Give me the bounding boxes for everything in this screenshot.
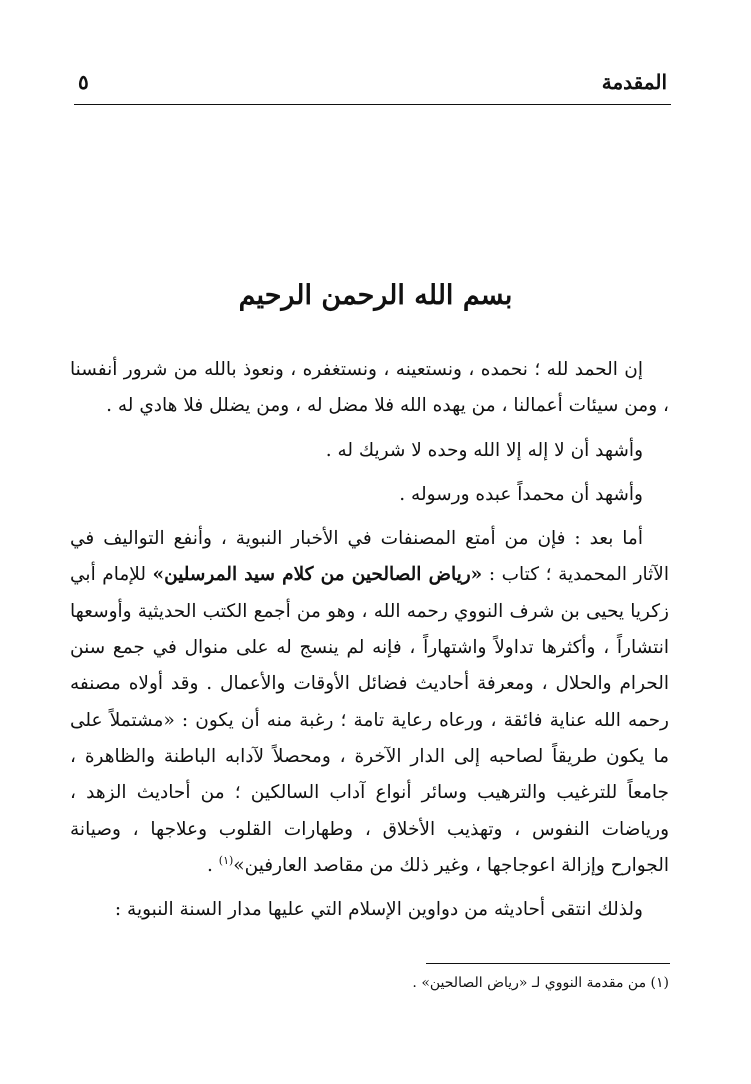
book-title: «رياض الصالحين من كلام سيد المرسلين» <box>152 564 483 586</box>
running-header-title: المقدمة <box>601 70 667 94</box>
body-text <box>70 352 669 928</box>
intro-text-after-title: للإمام أبي زكريا يحيى بن شرف النووي رحمه الله ، وهو من أجمع الكتب الحديثية وأوسعها انتشاراً ، وأكثرها تداولاً واشتهاراً ، فإنه لم ينسج له على منوال في جمع سنن الحرام والحلال ، ومعرفة أحاديث فضائل الأوقات والأعمال . وقد أولاه مصنفه رحمه الله عناية فائقة ، ورعاه رعاية تامة ؛ رغبة منه أن يكون : «مشتملاً على ما يكون طريقاً لصاحبه إلى الدار الآخرة ، ومحصلاً لآدابه الباطنة والظاهرة ، جامعاً للترغيب والترهيب وسائر أنواع آداب السالكين ؛ من أحاديث الزهد ، ورياضات النفوس ، وتهذيب الأخلاق ، وطهارات القلوب وعلاجها ، وصيانة الجوارح وإزالة اعوجاجها ، وغير ذلك من مقاصد العارفين» <box>70 564 669 876</box>
paragraph-shahada-2: وأشهد أن محمداً عبده ورسوله . <box>399 483 643 505</box>
intro-text-before-title: أما بعد : فإن من أمتع المصنفات في الأخبار النبوية ، وأنفع التواليف في الآثار المحمدية ؛ كتاب : <box>70 528 669 586</box>
intro-text-end: . <box>207 854 219 876</box>
page-number: ٥ <box>78 70 89 94</box>
basmala-heading: بسم الله الرحمن الرحيم <box>238 280 513 311</box>
paragraph-shahada-1: وأشهد أن لا إله إلا الله وحده لا شريك له . <box>325 439 643 461</box>
footnote-reference: (١) <box>218 853 234 867</box>
paragraph-selection: ولذلك انتقى أحاديثه من دواوين الإسلام التي عليها مدار السنة النبوية : <box>114 899 643 921</box>
header-rule <box>74 104 671 105</box>
paragraph-praise: إن الحمد لله ؛ نحمده ، ونستعينه ، ونستغفره ، ونعوذ بالله من شرور أنفسنا ، ومن سيئات أعمالنا ، من يهده الله فلا مضل له ، ومن يضلل فلا هادي له . <box>70 359 669 417</box>
paragraph-introduction <box>70 521 669 884</box>
footnote-rule <box>426 963 670 964</box>
footnote: (١) من مقدمة النووي لـ «رياض الصالحين» . <box>412 975 669 991</box>
